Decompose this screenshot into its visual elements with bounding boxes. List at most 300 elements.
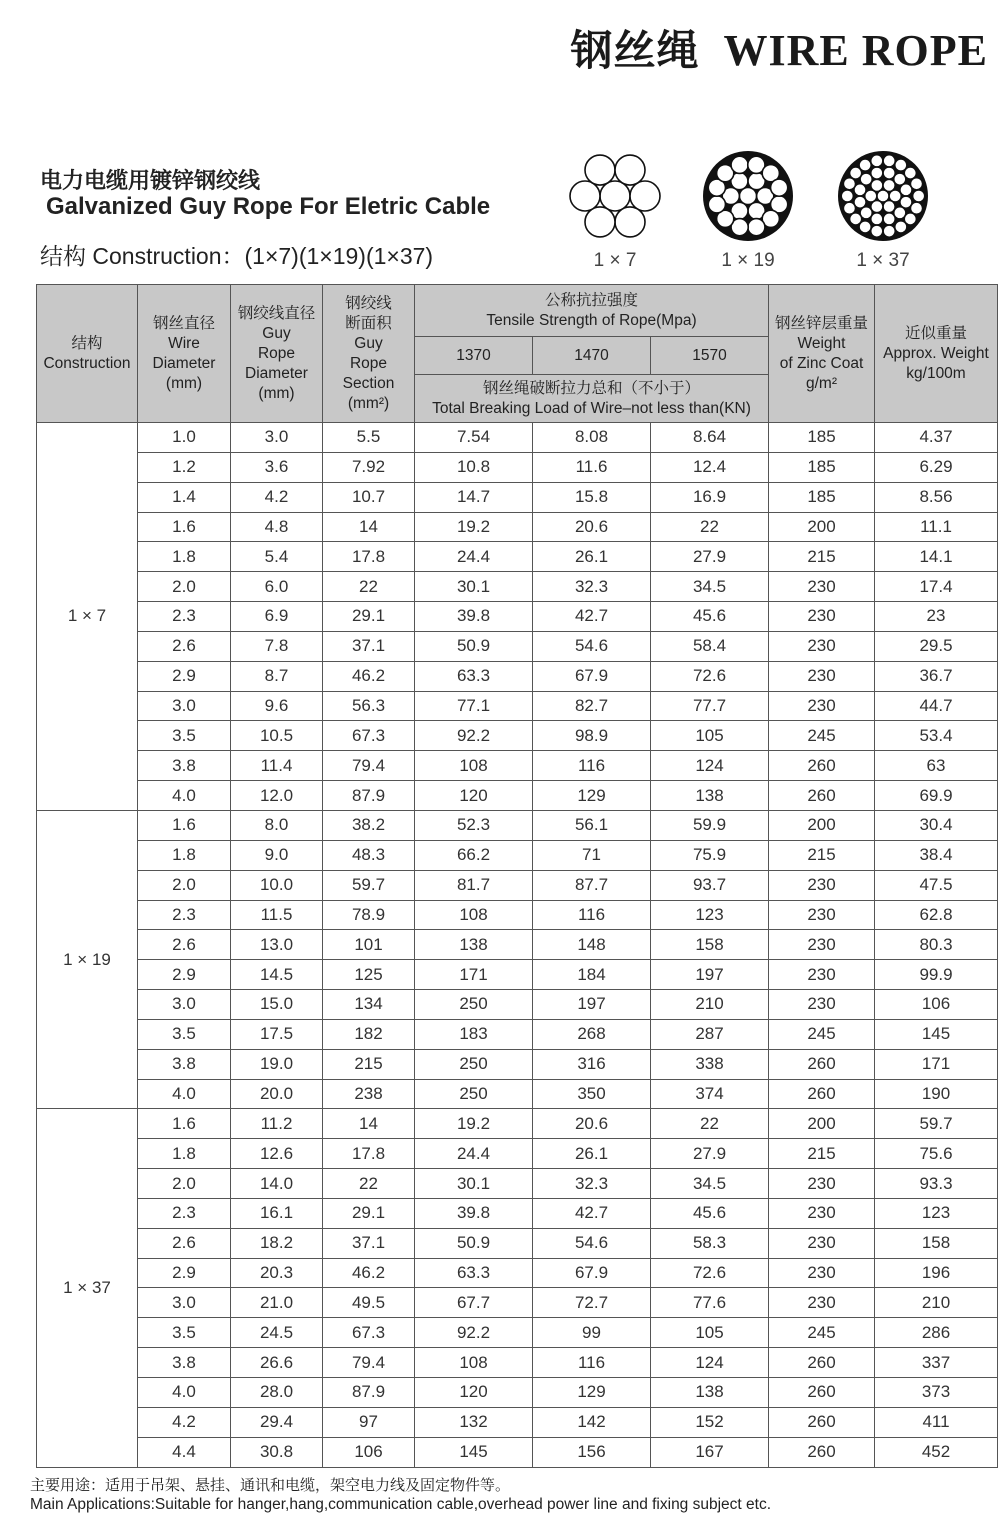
table-cell: 287	[651, 1019, 769, 1049]
diagram-1x37	[828, 148, 938, 272]
wire-circle	[585, 155, 615, 185]
table-cell: 158	[875, 1228, 998, 1258]
table-cell: 185	[769, 423, 875, 453]
table-cell: 123	[875, 1198, 998, 1228]
wire-circle	[871, 225, 883, 237]
header-cn: 钢丝绳	[570, 26, 700, 75]
table-cell: 12.6	[231, 1139, 323, 1169]
table-cell: 79.4	[323, 751, 415, 781]
table-cell: 52.3	[415, 810, 533, 840]
table-cell: 3.0	[138, 990, 231, 1020]
table-row	[37, 900, 998, 930]
table-cell: 67.9	[533, 661, 651, 691]
grade-1570: 1570	[651, 337, 769, 375]
wire-circle	[895, 221, 907, 233]
table-row	[37, 1079, 998, 1109]
table-cell: 142	[533, 1407, 651, 1437]
table-cell: 24.4	[415, 1139, 533, 1169]
table-cell: 59.7	[875, 1109, 998, 1139]
table-cell: 87.9	[323, 1378, 415, 1408]
table-cell: 72.6	[651, 1258, 769, 1288]
table-cell: 20.6	[533, 1109, 651, 1139]
table-cell: 14	[323, 512, 415, 542]
grade-1470: 1470	[533, 337, 651, 375]
table-cell: 79.4	[323, 1348, 415, 1378]
table-cell: 49.5	[323, 1288, 415, 1318]
table-cell: 8.7	[231, 661, 323, 691]
col-rope-diameter: 钢绞线直径 Guy Rope Diameter (mm)	[231, 285, 323, 423]
diagram-caption: 1 × 7	[593, 250, 637, 271]
table-cell: 54.6	[533, 631, 651, 661]
table-cell: 17.4	[875, 572, 998, 602]
table-cell: 22	[651, 512, 769, 542]
table-cell: 230	[769, 661, 875, 691]
table-cell: 72.6	[651, 661, 769, 691]
table-cell: 134	[323, 990, 415, 1020]
table-cell: 27.9	[651, 1139, 769, 1169]
table-cell: 97	[323, 1407, 415, 1437]
table-cell: 21.0	[231, 1288, 323, 1318]
table-row	[37, 452, 998, 482]
table-row	[37, 631, 998, 661]
table-cell: 4.0	[138, 1079, 231, 1109]
table-cell: 66.2	[415, 840, 533, 870]
table-cell: 12.0	[231, 781, 323, 811]
col-breaking-load: 钢丝绳破断拉力总和（不小于） Total Breaking Load of Wire–not less than(KN)	[415, 375, 769, 423]
table-cell: 230	[769, 960, 875, 990]
table-cell: 50.9	[415, 1228, 533, 1258]
table-cell: 260	[769, 1437, 875, 1467]
table-cell: 44.7	[875, 691, 998, 721]
table-cell: 77.6	[651, 1288, 769, 1318]
table-cell: 3.8	[138, 751, 231, 781]
table-cell: 6.9	[231, 602, 323, 632]
table-cell: 30.8	[231, 1437, 323, 1467]
table-cell: 1.0	[138, 423, 231, 453]
table-cell: 37.1	[323, 1228, 415, 1258]
table-cell: 11.1	[875, 512, 998, 542]
table-cell: 260	[769, 751, 875, 781]
table-cell: 1.4	[138, 482, 231, 512]
table-cell: 1.8	[138, 1139, 231, 1169]
table-cell: 63.3	[415, 661, 533, 691]
table-cell: 3.5	[138, 1019, 231, 1049]
table-cell: 10.5	[231, 721, 323, 751]
table-cell: 92.2	[415, 721, 533, 751]
table-cell: 230	[769, 870, 875, 900]
table-row	[37, 1348, 998, 1378]
construction-group-label: 1 × 7	[37, 423, 138, 811]
table-cell: 18.2	[231, 1228, 323, 1258]
table-cell: 215	[769, 1139, 875, 1169]
table-cell: 24.5	[231, 1318, 323, 1348]
table-cell: 98.9	[533, 721, 651, 751]
table-cell: 1.8	[138, 542, 231, 572]
table-cell: 124	[651, 751, 769, 781]
table-cell: 6.29	[875, 452, 998, 482]
table-cell: 2.3	[138, 602, 231, 632]
table-cell: 116	[533, 900, 651, 930]
table-row	[37, 1109, 998, 1139]
table-cell: 108	[415, 1348, 533, 1378]
table-cell: 59.9	[651, 810, 769, 840]
table-cell: 108	[415, 751, 533, 781]
wire-circle	[843, 202, 855, 214]
table-cell: 19.2	[415, 1109, 533, 1139]
table-cell: 45.6	[651, 602, 769, 632]
table-cell: 215	[769, 542, 875, 572]
construction-group-label: 1 × 37	[37, 1109, 138, 1467]
table-cell: 53.4	[875, 721, 998, 751]
table-cell: 184	[533, 960, 651, 990]
table-cell: 2.6	[138, 631, 231, 661]
table-cell: 59.7	[323, 870, 415, 900]
table-cell: 34.5	[651, 572, 769, 602]
table-cell: 26.6	[231, 1348, 323, 1378]
table-cell: 10.8	[415, 452, 533, 482]
table-cell: 6.0	[231, 572, 323, 602]
cross-section-diagrams	[560, 148, 940, 278]
strand-1x7-icon	[567, 148, 663, 244]
table-cell: 11.2	[231, 1109, 323, 1139]
table-cell: 185	[769, 482, 875, 512]
table-row	[37, 840, 998, 870]
table-cell: 200	[769, 810, 875, 840]
table-cell: 38.2	[323, 810, 415, 840]
table-cell: 245	[769, 1318, 875, 1348]
table-cell: 2.6	[138, 930, 231, 960]
table-cell: 36.7	[875, 661, 998, 691]
table-row	[37, 1228, 998, 1258]
table-cell: 106	[323, 1437, 415, 1467]
table-row	[37, 1318, 998, 1348]
table-cell: 39.8	[415, 1198, 533, 1228]
table-cell: 9.6	[231, 691, 323, 721]
table-cell: 1.6	[138, 1109, 231, 1139]
table-cell: 24.4	[415, 542, 533, 572]
table-cell: 14.7	[415, 482, 533, 512]
table-cell: 17.8	[323, 1139, 415, 1169]
wire-circle	[771, 179, 788, 196]
table-cell: 67.3	[323, 1318, 415, 1348]
table-cell: 15.8	[533, 482, 651, 512]
table-cell: 7.54	[415, 423, 533, 453]
table-row	[37, 661, 998, 691]
table-cell: 5.4	[231, 542, 323, 572]
table-cell: 48.3	[323, 840, 415, 870]
table-cell: 2.9	[138, 1258, 231, 1288]
table-cell: 9.0	[231, 840, 323, 870]
table-cell: 2.9	[138, 661, 231, 691]
table-cell: 106	[875, 990, 998, 1020]
table-cell: 13.0	[231, 930, 323, 960]
table-cell: 30.4	[875, 810, 998, 840]
table-cell: 46.2	[323, 1258, 415, 1288]
table-cell: 62.8	[875, 900, 998, 930]
diagram-1x19	[693, 148, 803, 272]
table-cell: 260	[769, 781, 875, 811]
diagram-caption: 1 × 37	[856, 250, 910, 271]
table-cell: 3.6	[231, 452, 323, 482]
table-cell: 230	[769, 572, 875, 602]
table-cell: 1.6	[138, 810, 231, 840]
table-cell: 4.2	[138, 1407, 231, 1437]
wire-circle	[630, 181, 660, 211]
table-row	[37, 870, 998, 900]
wire-circle	[883, 213, 895, 225]
table-cell: 260	[769, 1348, 875, 1378]
table-cell: 138	[415, 930, 533, 960]
table-cell: 350	[533, 1079, 651, 1109]
table-row	[37, 1198, 998, 1228]
table-cell: 93.7	[651, 870, 769, 900]
table-cell: 29.1	[323, 602, 415, 632]
table-cell: 145	[875, 1019, 998, 1049]
wire-circle	[731, 156, 748, 173]
table-cell: 129	[533, 1378, 651, 1408]
table-row	[37, 482, 998, 512]
table-cell: 316	[533, 1049, 651, 1079]
table-cell: 77.1	[415, 691, 533, 721]
table-cell: 10.0	[231, 870, 323, 900]
table-cell: 11.5	[231, 900, 323, 930]
table-cell: 14.1	[875, 542, 998, 572]
table-cell: 2.0	[138, 870, 231, 900]
table-cell: 197	[533, 990, 651, 1020]
table-cell: 39.8	[415, 602, 533, 632]
col-tensile-strength: 公称抗拉强度 Tensile Strength of Rope(Mpa)	[415, 285, 769, 337]
table-cell: 3.8	[138, 1348, 231, 1378]
table-cell: 101	[323, 930, 415, 960]
table-cell: 56.3	[323, 691, 415, 721]
table-cell: 230	[769, 900, 875, 930]
table-cell: 286	[875, 1318, 998, 1348]
table-cell: 3.8	[138, 1049, 231, 1079]
table-cell: 250	[415, 1079, 533, 1109]
table-cell: 8.56	[875, 482, 998, 512]
table-cell: 411	[875, 1407, 998, 1437]
spec-table	[36, 284, 998, 1468]
table-cell: 116	[533, 751, 651, 781]
table-cell: 71	[533, 840, 651, 870]
table-cell: 152	[651, 1407, 769, 1437]
table-cell: 87.9	[323, 781, 415, 811]
wire-circle	[883, 225, 895, 237]
table-cell: 77.7	[651, 691, 769, 721]
table-cell: 26.1	[533, 542, 651, 572]
table-cell: 37.1	[323, 631, 415, 661]
table-cell: 250	[415, 1049, 533, 1079]
table-cell: 2.0	[138, 572, 231, 602]
table-cell: 210	[875, 1288, 998, 1318]
table-cell: 26.1	[533, 1139, 651, 1169]
construction-group-label: 1 × 19	[37, 810, 138, 1108]
table-cell: 145	[415, 1437, 533, 1467]
table-row	[37, 1019, 998, 1049]
section-title-cn: 电力电缆用镀锌钢绞线	[40, 169, 261, 194]
table-cell: 230	[769, 1169, 875, 1199]
table-row	[37, 990, 998, 1020]
table-cell: 22	[651, 1109, 769, 1139]
table-cell: 67.3	[323, 721, 415, 751]
table-cell: 22	[323, 1169, 415, 1199]
table-row	[37, 781, 998, 811]
table-cell: 238	[323, 1079, 415, 1109]
col-wire-diameter: 钢丝直径 Wire Diameter (mm)	[138, 285, 231, 423]
spec-table-body	[37, 423, 998, 1468]
wire-circle	[615, 155, 645, 185]
table-cell: 11.4	[231, 751, 323, 781]
table-cell: 2.3	[138, 1198, 231, 1228]
table-cell: 99	[533, 1318, 651, 1348]
table-row	[37, 1049, 998, 1079]
col-approx-weight: 近似重量 Approx. Weight kg/100m	[875, 285, 998, 423]
table-cell: 2.9	[138, 960, 231, 990]
table-cell: 138	[651, 1378, 769, 1408]
wire-circle	[708, 196, 725, 213]
wire-circle	[883, 155, 895, 167]
table-cell: 138	[651, 781, 769, 811]
table-cell: 63	[875, 751, 998, 781]
table-cell: 3.0	[138, 691, 231, 721]
table-cell: 93.3	[875, 1169, 998, 1199]
table-cell: 337	[875, 1348, 998, 1378]
table-cell: 230	[769, 1228, 875, 1258]
applications-cn: 主要用途：适用于吊架、悬挂、通讯和电缆，架空电力线及固定物件等。	[30, 1476, 511, 1494]
table-cell: 45.6	[651, 1198, 769, 1228]
table-cell: 132	[415, 1407, 533, 1437]
table-cell: 99.9	[875, 960, 998, 990]
table-row	[37, 721, 998, 751]
table-cell: 197	[651, 960, 769, 990]
table-cell: 230	[769, 1288, 875, 1318]
table-cell: 183	[415, 1019, 533, 1049]
table-cell: 20.3	[231, 1258, 323, 1288]
table-cell: 2.6	[138, 1228, 231, 1258]
wire-circle	[913, 190, 925, 202]
table-cell: 268	[533, 1019, 651, 1049]
table-cell: 4.0	[138, 781, 231, 811]
table-cell: 230	[769, 631, 875, 661]
table-row	[37, 1407, 998, 1437]
table-cell: 29.1	[323, 1198, 415, 1228]
table-cell: 1.2	[138, 452, 231, 482]
table-cell: 210	[651, 990, 769, 1020]
table-cell: 12.4	[651, 452, 769, 482]
header-en: WIRE ROPE	[723, 26, 988, 75]
col-construction: 结构 Construction	[37, 285, 138, 423]
table-cell: 54.6	[533, 1228, 651, 1258]
table-cell: 32.3	[533, 1169, 651, 1199]
table-cell: 17.5	[231, 1019, 323, 1049]
table-cell: 129	[533, 781, 651, 811]
table-cell: 230	[769, 990, 875, 1020]
table-cell: 7.8	[231, 631, 323, 661]
table-cell: 1.8	[138, 840, 231, 870]
table-cell: 20.6	[533, 512, 651, 542]
table-cell: 185	[769, 452, 875, 482]
table-cell: 200	[769, 512, 875, 542]
table-cell: 23	[875, 602, 998, 632]
table-cell: 20.0	[231, 1079, 323, 1109]
table-cell: 4.4	[138, 1437, 231, 1467]
table-cell: 156	[533, 1437, 651, 1467]
table-cell: 34.5	[651, 1169, 769, 1199]
table-cell: 3.0	[231, 423, 323, 453]
table-cell: 4.2	[231, 482, 323, 512]
grade-1370: 1370	[415, 337, 533, 375]
table-cell: 230	[769, 1198, 875, 1228]
table-cell: 4.0	[138, 1378, 231, 1408]
table-cell: 230	[769, 602, 875, 632]
table-cell: 123	[651, 900, 769, 930]
table-cell: 260	[769, 1049, 875, 1079]
table-cell: 260	[769, 1407, 875, 1437]
wire-circle	[615, 207, 645, 237]
table-row	[37, 1139, 998, 1169]
diagram-caption: 1 × 19	[721, 250, 775, 271]
table-cell: 14	[323, 1109, 415, 1139]
wire-circle	[841, 190, 853, 202]
table-cell: 50.9	[415, 631, 533, 661]
construction-line: 结构 Construction：(1×7)(1×19)(1×37)	[40, 243, 434, 269]
table-cell: 105	[651, 1318, 769, 1348]
table-cell: 3.5	[138, 1318, 231, 1348]
table-cell: 120	[415, 1378, 533, 1408]
table-cell: 42.7	[533, 602, 651, 632]
table-cell: 42.7	[533, 1198, 651, 1228]
table-cell: 15.0	[231, 990, 323, 1020]
wire-circle	[871, 167, 883, 179]
table-cell: 125	[323, 960, 415, 990]
table-row	[37, 512, 998, 542]
table-cell: 230	[769, 691, 875, 721]
table-cell: 10.7	[323, 482, 415, 512]
table-cell: 452	[875, 1437, 998, 1467]
table-cell: 3.0	[138, 1288, 231, 1318]
strand-1x19-icon	[700, 148, 796, 244]
table-cell: 105	[651, 721, 769, 751]
table-cell: 78.9	[323, 900, 415, 930]
table-cell: 27.9	[651, 542, 769, 572]
table-cell: 196	[875, 1258, 998, 1288]
table-cell: 245	[769, 721, 875, 751]
wire-circle	[600, 181, 630, 211]
table-row	[37, 1169, 998, 1199]
table-cell: 14.5	[231, 960, 323, 990]
strand-1x37-icon	[835, 148, 931, 244]
table-cell: 260	[769, 1378, 875, 1408]
wire-circle	[585, 207, 615, 237]
applications-en: Main Applications:Suitable for hanger,hang,communication cable,overhead power line and fixing subject etc.	[30, 1496, 772, 1513]
table-cell: 22	[323, 572, 415, 602]
table-cell: 245	[769, 1019, 875, 1049]
table-cell: 58.3	[651, 1228, 769, 1258]
table-cell: 2.0	[138, 1169, 231, 1199]
table-row	[37, 1258, 998, 1288]
table-row	[37, 691, 998, 721]
table-cell: 182	[323, 1019, 415, 1049]
table-cell: 63.3	[415, 1258, 533, 1288]
table-cell: 373	[875, 1378, 998, 1408]
table-cell: 14.0	[231, 1169, 323, 1199]
table-cell: 167	[651, 1437, 769, 1467]
table-cell: 215	[769, 840, 875, 870]
table-row	[37, 751, 998, 781]
table-row	[37, 423, 998, 453]
table-cell: 32.3	[533, 572, 651, 602]
table-row	[37, 542, 998, 572]
